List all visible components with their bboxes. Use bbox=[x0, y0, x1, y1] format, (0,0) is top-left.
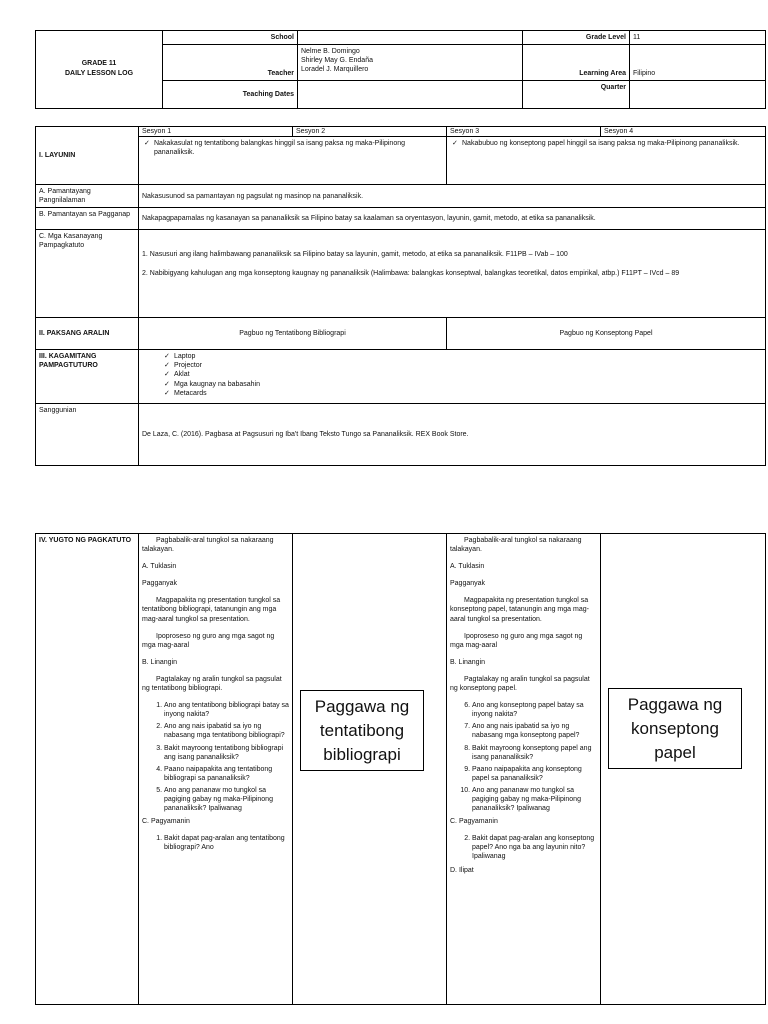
teacher-value bbox=[298, 45, 523, 81]
question-item: 6. Ano ang konseptong papel batay sa inyong nakita? bbox=[472, 701, 597, 719]
question-item: 1. Ano ang tentatibong bibliograpi batay sa inyong nakita? bbox=[164, 701, 289, 719]
linangin-questions bbox=[142, 701, 289, 813]
quarter-value bbox=[630, 81, 766, 109]
layunin-2: ✓ Nakabubuo ng konseptong papel hinggil sa isang paksa ng maka-Pilipinong pananaliksik. bbox=[462, 139, 762, 148]
talakay-text: Pagtalakay ng aralin tungkol sa pagsulat ng konseptong papel. bbox=[450, 675, 590, 693]
kagamitan-item: ✓ Projector bbox=[174, 361, 762, 370]
layunin-1: ✓ Nakakasulat ng tentatibong balangkas hinggil sa isang paksa ng maka-Pilipinong pananaliksik. bbox=[154, 139, 443, 157]
balik-aral: Pagbabalik-aral tungkol sa nakaraang talakayan. bbox=[142, 537, 274, 554]
kagamitan-item: ✓ Laptop bbox=[174, 352, 762, 361]
kagamitan-item: ✓ Mga kaugnay na babasahin bbox=[174, 380, 762, 389]
layunin-label: I. LAYUNIN bbox=[36, 127, 139, 185]
paksa-1: Pagbuo ng Tentatibong Bibliograpi bbox=[139, 318, 447, 350]
question-item: 2. Ano ang nais ipabatid sa iyo ng nabasang mga tentatibong bibliograpi? bbox=[164, 722, 289, 740]
proseso-text: Ipoproseso ng guro ang mga sagot ng mga mag-aaral bbox=[142, 632, 275, 649]
pagyamanin-heading: C. Pagyamanin bbox=[142, 818, 190, 826]
session-3-procedure bbox=[447, 534, 601, 1005]
question-item: 4. Paano naipapakita ang tentatibong bibliograpi sa pananaliksik? bbox=[164, 765, 289, 783]
learning-area-value: Filipino bbox=[630, 45, 766, 81]
dll-title-text: DAILY LESSON LOG bbox=[64, 69, 134, 77]
question-item: 1. Bakit dapat pag-aralan ang tentatibong bibliograpi? Ano bbox=[164, 834, 289, 852]
quarter-label: Quarter bbox=[523, 81, 630, 109]
tuklasin-heading: A. Tuklasin bbox=[450, 563, 485, 571]
question-item: 5. Ano ang pananaw mo tungkol sa pagiging gabay ng maka-Pilipinong pananaliksik? Ipaliwanag bbox=[164, 786, 289, 813]
kasanayan-label: C. Mga Kasanayang Pampagkatuto bbox=[36, 230, 139, 318]
talakay-text: Pagtalakay ng aralin tungkol sa pagsulat ng tentatibong bibliograpi. bbox=[142, 675, 282, 693]
pagganyak-heading: Pagganyak bbox=[142, 580, 178, 588]
school-value bbox=[298, 31, 523, 45]
pamantayang-nilalaman-value: Nakasusunod sa pamantayan ng pagsulat ng masinop na pananaliksik. bbox=[139, 185, 766, 208]
kagamitan-label: III. KAGAMITANG PAMPAGTUTURO bbox=[36, 350, 139, 404]
question-item: 2. Bakit dapat pag-aralan ang konseptong papel? Ano nga ba ang layunin nito? Ipaliwanag bbox=[472, 834, 597, 861]
teacher-name: Nelme B. Domingo bbox=[301, 48, 360, 56]
school-label: School bbox=[163, 31, 298, 45]
pagganyak-heading: Pagganyak bbox=[450, 580, 486, 588]
kagamitan-list-cell bbox=[139, 350, 766, 404]
session-1-procedure bbox=[139, 534, 293, 1005]
session-2-header: Sesyon 2 bbox=[293, 127, 447, 137]
question-item: 7. Ano ang nais ipabatid sa iyo ng nabasang mga konseptong papel? bbox=[472, 722, 597, 740]
grade-level-value: 11 bbox=[630, 31, 766, 45]
session-4-activity-box: Paggawa ng konseptong papel bbox=[608, 688, 742, 769]
yugto-label: IV. YUGTO NG PAGKATUTO bbox=[36, 534, 139, 1005]
teaching-dates-value bbox=[298, 81, 523, 109]
learning-area-label: Learning Area bbox=[523, 45, 630, 81]
pamantayan-pagganap-label: B. Pamantayan sa Pagganap bbox=[36, 208, 139, 230]
teaching-dates-label: Teaching Dates bbox=[163, 81, 298, 109]
question-item: 3. Bakit mayroong tentatibong bibliograpi ang isang pananaliksik? bbox=[164, 744, 289, 762]
linangin-heading: B. Linangin bbox=[450, 658, 486, 666]
pagganyak-text: Magpapakita ng presentation tungkol sa tentatibong bibliograpi, tatanungin ang mga mag-aaral tungkol sa presentation. bbox=[142, 597, 281, 623]
teacher-name: Loradel J. Marquillero bbox=[301, 66, 369, 74]
teacher-label: Teacher bbox=[163, 45, 298, 81]
question-item: 9. Paano naipapakita ang konseptong papel sa pananaliksik? bbox=[472, 765, 597, 783]
question-item: 10. Ano ang pananaw mo tungkol sa pagiging gabay ng maka-Pilipinong pananaliksik? Ipaliwanag bbox=[472, 786, 597, 813]
header-table bbox=[35, 30, 766, 109]
tuklasin-heading: A. Tuklasin bbox=[142, 563, 177, 571]
question-item: 8. Bakit mayroong konseptong papel ang isang pananaliksik? bbox=[472, 744, 597, 762]
pagyamanin-questions bbox=[142, 834, 289, 852]
balik-aral: Pagbabalik-aral tungkol sa nakaraang talakayan. bbox=[450, 537, 582, 554]
kagamitan-item: ✓ Aklat bbox=[174, 370, 762, 379]
pagyamanin-questions bbox=[450, 834, 597, 861]
sanggunian-value: De Laza, C. (2016). Pagbasa at Pagsusuri ng Iba't Ibang Teksto Tungo sa Pananaliksik. REX Book Store. bbox=[139, 404, 766, 466]
pagyamanin-heading: C. Pagyamanin bbox=[450, 818, 498, 826]
pamantayang-nilalaman-label: A. Pamantayang Pangnilalaman bbox=[36, 185, 139, 208]
session-1-header: Sesyon 1 bbox=[139, 127, 293, 137]
grade-level-label: Grade Level bbox=[523, 31, 630, 45]
lesson-plan-table bbox=[35, 126, 766, 466]
sanggunian-label: Sanggunian bbox=[36, 404, 139, 466]
paksa-2: Pagbuo ng Konseptong Papel bbox=[447, 318, 766, 350]
kasanayan-value bbox=[139, 230, 766, 318]
dll-title bbox=[36, 31, 163, 109]
session-2-activity-box: Paggawa ng tentatibong bibliograpi bbox=[300, 690, 424, 771]
pagganyak-text: Magpapakita ng presentation tungkol sa konseptong papel, tatanungin ang mga mag-aaral tungkol sa presentation. bbox=[450, 597, 589, 623]
linangin-questions bbox=[450, 701, 597, 813]
kagamitan-item: ✓ Metacards bbox=[174, 389, 762, 398]
kasanayan-2: 2. Nabibigyang kahulugan ang mga konseptong kaugnay ng pananaliksik (Halimbawa: balangkas konseptwal, balangkas teoretikal, datos empirikal, atbp.) F11PT – IVcd – 89 bbox=[142, 270, 680, 278]
session-3-header: Sesyon 3 bbox=[447, 127, 601, 137]
layunin-1-cell bbox=[139, 137, 447, 185]
proseso-text: Ipoproseso ng guro ang mga sagot ng mga mag-aaral bbox=[450, 632, 583, 649]
pamantayan-pagganap-value: Nakapagpapamalas ng kasanayan sa pananaliksik sa Filipino batay sa kaalaman sa oryentasyon, layunin, gamit, metodo, at etika sa pananaliksik. bbox=[139, 208, 766, 230]
grade-title: GRADE 11 bbox=[81, 60, 117, 68]
teacher-name: Shirley May G. Endaña bbox=[301, 57, 373, 65]
linangin-heading: B. Linangin bbox=[142, 658, 178, 666]
session-4-header: Sesyon 4 bbox=[601, 127, 766, 137]
paksa-label: II. PAKSANG ARALIN bbox=[36, 318, 139, 350]
ilipat-heading: D. Ilipat bbox=[450, 866, 474, 874]
kasanayan-1: 1. Nasusuri ang ilang halimbawang pananaliksik sa Filipino batay sa layunin, gamit, metodo, at etika sa pananaliksik. F11PB – IVab – 100 bbox=[142, 251, 568, 259]
layunin-2-cell bbox=[447, 137, 766, 185]
